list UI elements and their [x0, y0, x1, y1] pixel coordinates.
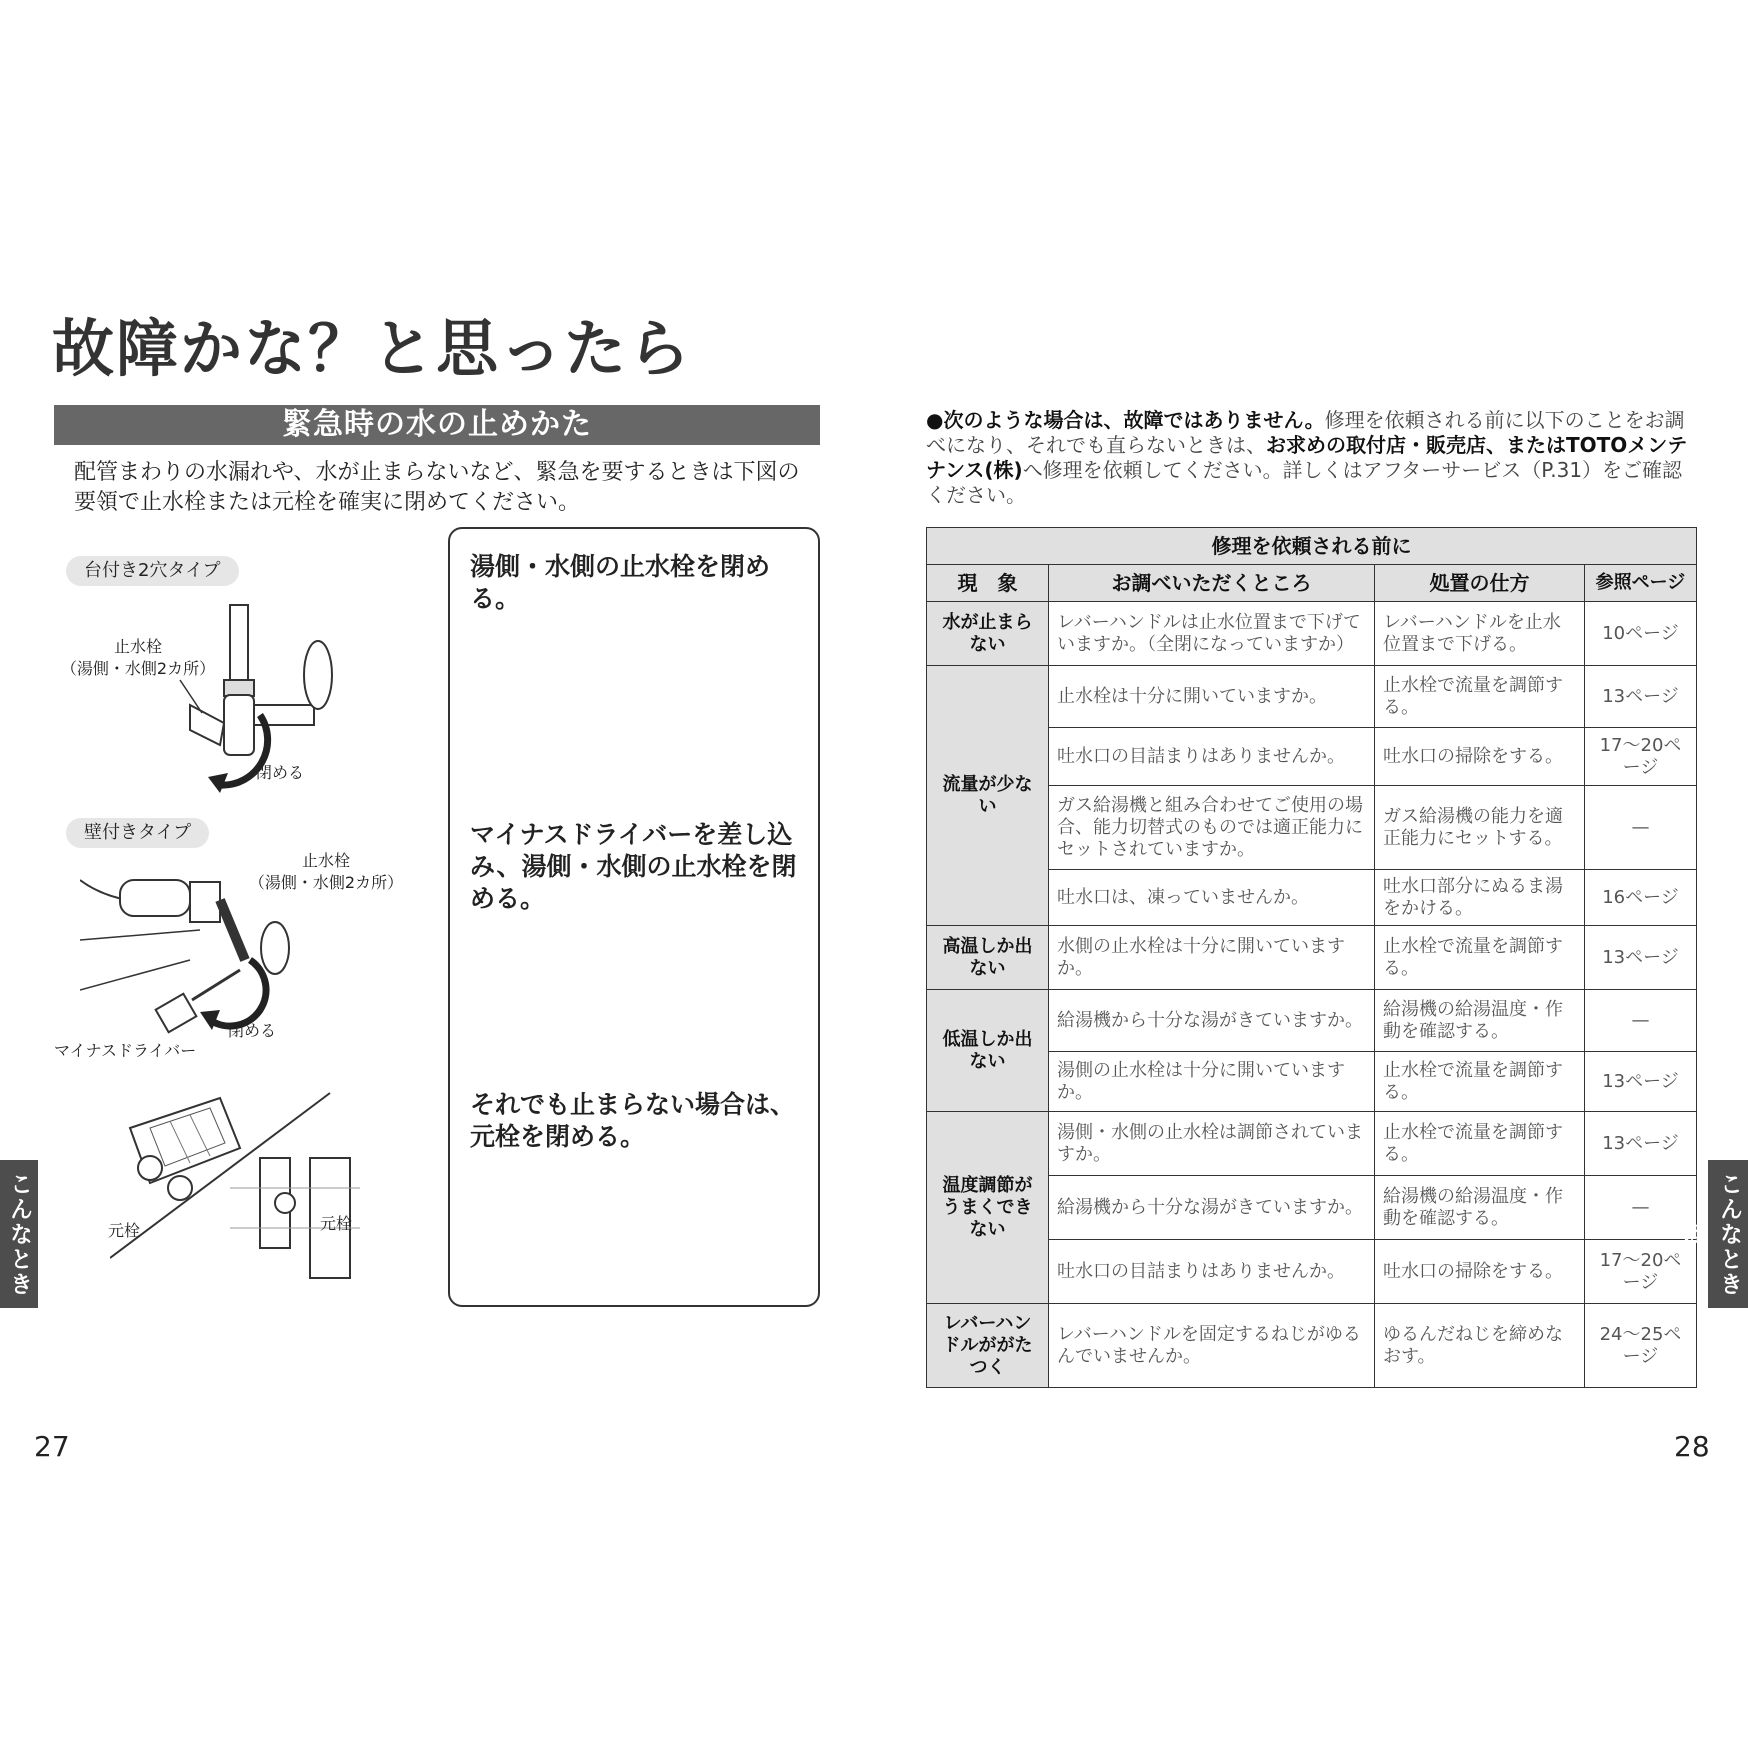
- fig1-callout-line2: （湯側・水側2カ所）: [60, 659, 216, 678]
- symptom-cell: 温度調節がうまくできない: [927, 1112, 1049, 1304]
- ref-cell: —: [1585, 1176, 1697, 1240]
- ref-cell: 13ページ: [1585, 1052, 1697, 1112]
- fig2-close-label: 閉める: [228, 1021, 277, 1040]
- action-cell: 吐水口の掃除をする。: [1375, 1240, 1585, 1304]
- check-cell: 給湯機から十分な湯がきていますか。: [1049, 990, 1375, 1052]
- check-cell: レバーハンドルを固定するねじがゆるんでいませんか。: [1049, 1304, 1375, 1388]
- steps-box: [448, 527, 820, 1307]
- table-row: [927, 1304, 1697, 1388]
- note-text-1: 修理を依頼される前に以下のことをお調べになり、それでも直らないときは、: [926, 408, 1685, 457]
- check-cell: 湯側・水側の止水栓は調節されていますか。: [1049, 1112, 1375, 1176]
- note-text: [926, 408, 1696, 508]
- ref-cell: 24〜25ページ: [1585, 1304, 1697, 1388]
- fig2-callout-line2: （湯側・水側2カ所）: [248, 873, 404, 892]
- table-row: [927, 666, 1697, 728]
- fig2-driver-label: マイナスドライバー: [54, 1041, 197, 1060]
- ref-cell: 13ページ: [1585, 1112, 1697, 1176]
- ref-cell: 16ページ: [1585, 870, 1697, 926]
- table-row: [927, 990, 1697, 1052]
- symptom-cell: レバーハンドルががたつく: [927, 1304, 1049, 1388]
- step-3: それでも止まらない場合は、元栓を閉める。: [470, 1090, 796, 1151]
- check-cell: 湯側の止水栓は十分に開いていますか。: [1049, 1052, 1375, 1112]
- ref-cell: 13ページ: [1585, 926, 1697, 990]
- wall-valve-illustration: [80, 860, 320, 1040]
- fig2-label: 壁付きタイプ: [66, 818, 209, 848]
- action-cell: 給湯機の給湯温度・作動を確認する。: [1375, 1176, 1585, 1240]
- check-cell: ガス給湯機と組み合わせてご使用の場合、能力切替式のものでは適正能力にセットされていますか。: [1049, 786, 1375, 870]
- symptom-cell: 流量が少ない: [927, 666, 1049, 926]
- ref-cell: 10ページ: [1585, 602, 1697, 666]
- side-tab-right: こんなときは: [1708, 1160, 1748, 1308]
- symptom-cell: 高温しか出ない: [927, 926, 1049, 990]
- check-cell: 止水栓は十分に開いていますか。: [1049, 666, 1375, 728]
- note-bullet: ●: [926, 408, 944, 432]
- ref-cell: 13ページ: [1585, 666, 1697, 728]
- ref-cell: —: [1585, 990, 1697, 1052]
- action-cell: 吐水口の掃除をする。: [1375, 728, 1585, 786]
- side-tab-left: こんなとき: [0, 1160, 38, 1308]
- check-cell: レバーハンドルは止水位置まで下げていますか。（全閉になっていますか）: [1049, 602, 1375, 666]
- section-title: 緊急時の水の止めかた: [54, 405, 820, 445]
- col-header-ref: 参照ページ: [1585, 565, 1697, 602]
- action-cell: 止水栓で流量を調節する。: [1375, 1052, 1585, 1112]
- action-cell: 止水栓で流量を調節する。: [1375, 1112, 1585, 1176]
- main-valve-illustration: [110, 1088, 360, 1293]
- table-row: [927, 926, 1697, 990]
- fig3-label-left: 元栓: [108, 1221, 141, 1240]
- check-cell: 水側の止水栓は十分に開いていますか。: [1049, 926, 1375, 990]
- note-text-2: へ修理を依頼してください。詳しくはアフターサービス（P.31）をご確認ください。: [926, 458, 1683, 507]
- step-2: マイナスドライバーを差し込み、湯側・水側の止水栓を閉める。: [470, 820, 797, 913]
- fig1-callout-line1: 止水栓: [113, 637, 162, 656]
- symptom-cell: 低温しか出ない: [927, 990, 1049, 1112]
- action-cell: ガス給湯機の能力を適正能力にセットする。: [1375, 786, 1585, 870]
- action-cell: 吐水口部分にぬるま湯をかける。: [1375, 870, 1585, 926]
- table-row: [927, 602, 1697, 666]
- fig1-close-label: 閉める: [256, 763, 305, 782]
- table-row: [927, 1112, 1697, 1176]
- note-bold-1: 次のような場合は、故障ではありません。: [943, 408, 1325, 432]
- check-cell: 給湯機から十分な湯がきていますか。: [1049, 1176, 1375, 1240]
- page-number-left: 27: [34, 1430, 70, 1463]
- ref-cell: 17〜20ページ: [1585, 728, 1697, 786]
- col-header-action: 処置の仕方: [1375, 565, 1585, 602]
- col-header-symptom: 現 象: [927, 565, 1049, 602]
- table-caption: 修理を依頼される前に: [927, 528, 1697, 565]
- intro-text: 配管まわりの水漏れや、水が止まらないなど、緊急を要するときは下図の要領で止水栓または元栓を確実に閉めてください。: [74, 460, 800, 515]
- action-cell: 給湯機の給湯温度・作動を確認する。: [1375, 990, 1585, 1052]
- ref-cell: —: [1585, 786, 1697, 870]
- step-1: 湯側・水側の止水栓を閉める。: [470, 552, 771, 613]
- ref-cell: 17〜20ページ: [1585, 1240, 1697, 1304]
- check-cell: 吐水口の目詰まりはありませんか。: [1049, 728, 1375, 786]
- note-bold-2: お求めの取付店・販売店、またはTOTOメンテナンス(株): [926, 433, 1688, 482]
- action-cell: 止水栓で流量を調節する。: [1375, 666, 1585, 728]
- col-header-check: お調べいただくところ: [1049, 565, 1375, 602]
- troubleshooting-table: [926, 527, 1697, 1388]
- check-cell: 吐水口の目詰まりはありませんか。: [1049, 1240, 1375, 1304]
- page-number-right: 28: [1674, 1430, 1710, 1463]
- check-cell: 吐水口は、凍っていませんか。: [1049, 870, 1375, 926]
- fig3-label-right: 元栓: [320, 1214, 353, 1233]
- action-cell: レバーハンドルを止水位置まで下げる。: [1375, 602, 1585, 666]
- symptom-cell: 水が止まらない: [927, 602, 1049, 666]
- fig2-callout-line1: 止水栓: [301, 851, 350, 870]
- action-cell: 止水栓で流量を調節する。: [1375, 926, 1585, 990]
- page-title: 故障かな？と思ったら: [52, 312, 693, 385]
- table-body: [927, 602, 1697, 1388]
- action-cell: ゆるんだねじを締めなおす。: [1375, 1304, 1585, 1388]
- fig1-label: 台付き2穴タイプ: [66, 556, 239, 586]
